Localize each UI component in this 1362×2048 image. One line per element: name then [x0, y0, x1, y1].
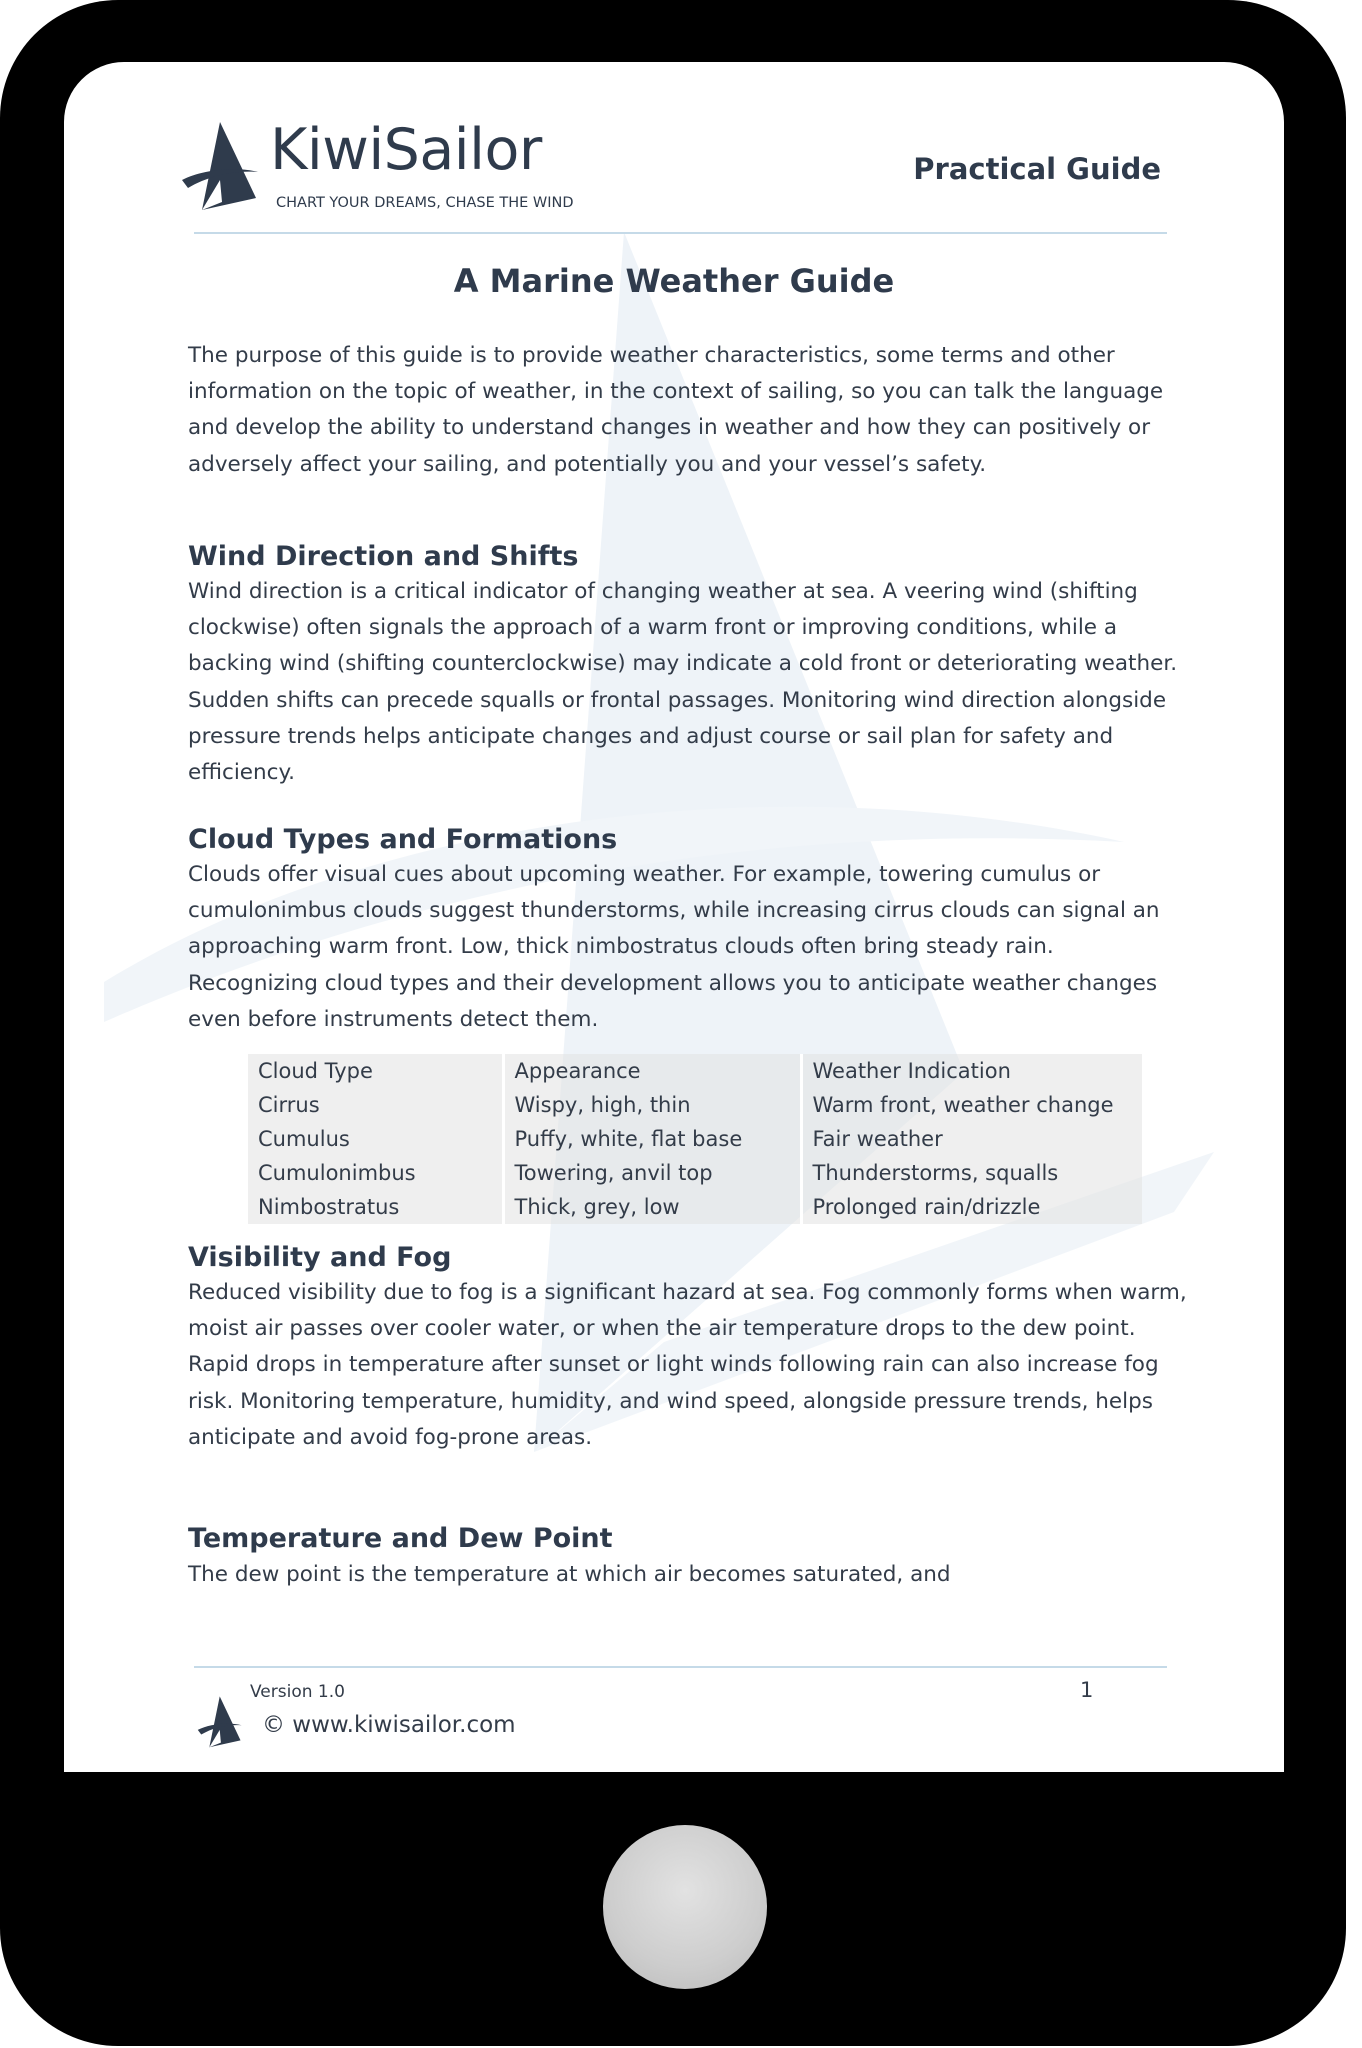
sailboat-logo-icon	[172, 118, 262, 218]
table-cell: Cumulonimbus	[248, 1156, 503, 1190]
website-link[interactable]: © www.kiwisailor.com	[262, 1712, 516, 1738]
header-divider	[194, 232, 1167, 234]
brand-name: KiwiSailor	[270, 117, 542, 183]
table-header-cell: Weather Indication	[801, 1054, 1142, 1088]
volume-up-button[interactable]	[1330, 160, 1346, 246]
section-heading-wind: Wind Direction and Shifts	[188, 541, 579, 572]
version-label: Version 1.0	[250, 1682, 345, 1702]
table-row	[248, 1190, 1142, 1224]
table-header-row	[248, 1054, 1142, 1088]
tablet-screen	[64, 62, 1284, 1772]
intro-paragraph: The purpose of this guide is to provide weather characteristics, some terms and other information on the topic of weather, in the context of sailing, so you can talk the language and develop the ability to understand changes in weather and how they can positively or adversely affect your sailing, and potentially you and your vessel’s safety.	[188, 343, 1164, 477]
table-cell: Thunderstorms, squalls	[801, 1156, 1142, 1190]
section-body-visibility: Reduced visibility due to fog is a significant hazard at sea. Fog commonly forms when warm, moist air passes over cooler water, or when the air temperature drops to the dew point. Rapid drops in temperature after sunset or light winds following rain can also increase fog risk. Monitoring temperature, humidity, and wind speed, alongside pressure trends, helps anticipate and avoid fog-prone areas.	[188, 1280, 1187, 1450]
sailboat-logo-icon	[192, 1692, 244, 1754]
table-cell: Fair weather	[801, 1122, 1142, 1156]
brand-tagline: CHART YOUR DREAMS, CHASE THE WIND	[276, 195, 574, 211]
table-cell: Prolonged rain/drizzle	[801, 1190, 1142, 1224]
table-header-cell: Cloud Type	[248, 1054, 503, 1088]
section-heading-temperature: Temperature and Dew Point	[188, 1523, 613, 1554]
document-title: A Marine Weather Guide	[453, 262, 895, 300]
footer-divider	[194, 1666, 1167, 1668]
page-number: 1	[1080, 1678, 1094, 1702]
table-cell: Nimbostratus	[248, 1190, 503, 1224]
section-heading-visibility: Visibility and Fog	[188, 1242, 452, 1273]
section-body-wind: Wind direction is a critical indicator of changing weather at sea. A veering wind (shifting clockwise) often signals the approach of a warm front or improving conditions, while a backing wind (shifting counterclockwise) may indicate a cold front or deteriorating weather. Sudden shifts can precede squalls or frontal passages. Monitoring wind direction alongside pressure trends helps anticipate changes and adjust course or sail plan for safety and efficiency.	[188, 579, 1178, 786]
table-cell: Warm front, weather change	[801, 1088, 1142, 1122]
table-row	[248, 1122, 1142, 1156]
section-body-temperature: The dew point is the temperature at which air becomes saturated, and	[188, 1562, 951, 1587]
table-cell: Cirrus	[248, 1088, 503, 1122]
document-type-label: Practical Guide	[913, 152, 1161, 186]
table-row	[248, 1156, 1142, 1190]
table-cell: Thick, grey, low	[503, 1190, 801, 1224]
section-heading-clouds: Cloud Types and Formations	[188, 824, 618, 855]
table-cell: Wispy, high, thin	[503, 1088, 801, 1122]
table-cell: Towering, anvil top	[503, 1156, 801, 1190]
home-button[interactable]	[603, 1825, 767, 1989]
section-body-clouds: Clouds offer visual cues about upcoming weather. For example, towering cumulus or cumulonimbus clouds suggest thunderstorms, while increasing cirrus clouds can signal an approaching warm front. Low, thick nimbostratus clouds often bring steady rain. Recognizing cloud types and their development allows you to anticipate weather changes even before instruments detect them.	[188, 862, 1160, 1032]
table-cell: Cumulus	[248, 1122, 503, 1156]
volume-down-button[interactable]	[1330, 268, 1346, 354]
cloud-types-table	[248, 1054, 1142, 1224]
table-header-cell: Appearance	[503, 1054, 801, 1088]
table-cell: Puffy, white, flat base	[503, 1122, 801, 1156]
table-row	[248, 1088, 1142, 1122]
